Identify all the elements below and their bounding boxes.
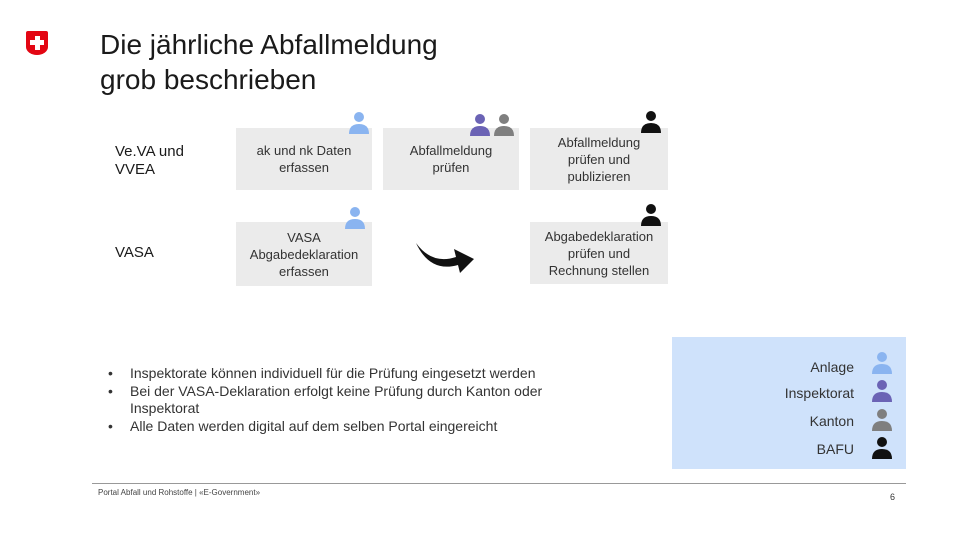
box-text: erfassen xyxy=(279,263,329,279)
person-icon xyxy=(468,112,492,136)
bullet-marker: • xyxy=(108,365,113,381)
box-text: Abgabedeklaration xyxy=(544,228,654,244)
person-icon xyxy=(343,205,367,229)
box-text: prüfen und xyxy=(567,245,631,261)
legend-label-bafu: BAFU xyxy=(816,441,854,457)
person-icon xyxy=(639,109,663,133)
box-text: Abfallmeldung xyxy=(557,134,641,150)
legend-label-anlage: Anlage xyxy=(810,359,854,375)
person-icon xyxy=(870,407,894,431)
box-text: prüfen xyxy=(432,160,470,175)
footer-text: Portal Abfall und Rohstoffe | «E-Government» xyxy=(98,488,261,497)
row-label-line: Ve.VA und xyxy=(115,143,184,160)
box-text: Abfallmeldung xyxy=(409,143,493,158)
process-box-erfassen xyxy=(236,128,372,190)
curved-arrow-icon xyxy=(414,235,476,275)
person-icon xyxy=(347,110,371,134)
process-box-rechnung xyxy=(530,222,668,284)
process-box-pruefen xyxy=(383,128,519,190)
box-text: Rechnung stellen xyxy=(548,262,650,278)
page-number: 6 xyxy=(890,492,896,502)
box-text: erfassen xyxy=(279,160,329,175)
footer-divider xyxy=(92,483,906,484)
process-box-vasa-erfassen xyxy=(236,222,372,286)
legend-label-inspektorat: Inspektorat xyxy=(784,385,854,401)
bullet-text: Alle Daten werden digital auf dem selben Portal eingereicht xyxy=(130,417,498,434)
row-label-line: VVEA xyxy=(115,161,156,178)
bullet-text: Inspektorate können individuell für die Prüfung eingesetzt werden xyxy=(130,365,536,381)
page-title-line2: grob beschrieben xyxy=(100,64,317,95)
box-text: prüfen und xyxy=(567,151,631,167)
list-item xyxy=(108,365,630,383)
swiss-cross-icon xyxy=(26,31,48,55)
page-title-line1: Die jährliche Abfallmeldung xyxy=(100,29,438,60)
legend-label-kanton: Kanton xyxy=(809,413,854,429)
bullet-list xyxy=(108,365,630,435)
process-box-publizieren xyxy=(530,128,668,190)
legend-panel xyxy=(672,337,906,469)
row-label-vasa: VASA xyxy=(115,244,154,261)
person-icon xyxy=(639,202,663,226)
list-item xyxy=(108,383,630,418)
box-text: ak und nk Daten xyxy=(256,143,352,158)
person-icon xyxy=(870,378,894,402)
person-icon xyxy=(492,112,516,136)
bullet-text: Bei der VASA-Deklaration erfolgt keine Prüfung durch Kanton oder Inspektorat xyxy=(130,382,543,416)
list-item xyxy=(108,418,630,436)
bullet-marker: • xyxy=(108,417,113,434)
bullet-marker: • xyxy=(108,382,113,399)
box-text: Abgabedeklaration xyxy=(249,246,359,262)
box-text: VASA xyxy=(287,229,321,245)
page-title xyxy=(100,27,438,97)
box-text: publizieren xyxy=(567,168,631,184)
person-icon xyxy=(870,435,894,459)
row-label-vevva xyxy=(115,143,184,179)
person-icon xyxy=(870,350,894,374)
